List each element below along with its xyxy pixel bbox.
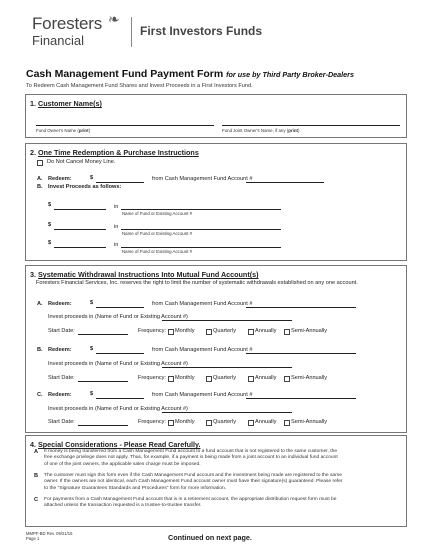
- section4-title: Special Considerations - Please Read Carefully.: [38, 440, 201, 449]
- logo-divider: [131, 17, 132, 47]
- s4-b-text: The customer must sign this form even if the Cash Management Fund account and the investment being made are registered to the same owner. If the owners are not identical, each Cash Management Fund account owner must have their signature(s) guaranteed. Please refer to the "Signature Guarantees Standards and Procedures" form for more information.: [44, 473, 343, 491]
- owner-name-label: Fund Owner's Name (print): [36, 128, 91, 133]
- s3-b-amount-field[interactable]: [96, 353, 144, 354]
- s2-redeem-label: Redeem:: [48, 176, 72, 182]
- section3-title: Systematic Withdrawal Instructions Into Mutual Fund Account(s): [38, 270, 259, 279]
- s3-a-invest-field[interactable]: [162, 320, 292, 321]
- s3-b-start-label: Start Date:: [48, 375, 75, 381]
- s3-b-monthly-checkbox[interactable]: [168, 376, 174, 382]
- s2-in-2: in: [114, 224, 119, 230]
- s2-invest-label: Invest Proceeds as follows:: [48, 184, 122, 190]
- s3-b-start-field[interactable]: [78, 381, 128, 382]
- s3-c-cmf-account-field[interactable]: [246, 398, 356, 399]
- section2-number: 2.: [30, 148, 36, 157]
- s3-c-monthly-checkbox[interactable]: [168, 420, 174, 426]
- joint-owner-name-field[interactable]: [222, 125, 400, 126]
- s3-b-from-label: from Cash Management Fund Account #: [152, 347, 253, 353]
- footer-form-code: [26, 531, 72, 541]
- s3-c-semi-label: Semi-Annually: [291, 419, 328, 425]
- s3-b-letter: B.: [37, 347, 43, 353]
- s3-a-quarterly-label: Quarterly: [213, 328, 237, 334]
- section-customer-names: [25, 94, 407, 138]
- section2-title: One Time Redemption & Purchase Instructions: [38, 148, 199, 157]
- footer-page-number: Page 1: [26, 536, 40, 541]
- s3-a-frequency-label: Frequency:: [138, 328, 166, 334]
- section-systematic-withdrawal: [25, 265, 407, 433]
- s3-a-letter: A.: [37, 301, 43, 307]
- s3-b-redeem-label: Redeem:: [48, 347, 72, 353]
- no-cancel-checkbox[interactable]: [37, 160, 43, 166]
- s2-redeem-amount-field[interactable]: [96, 182, 144, 183]
- s3-c-semi-checkbox[interactable]: [284, 420, 290, 426]
- no-cancel-label: Do Not Cancel Money Line.: [47, 159, 116, 165]
- s2-fund-caption-3: Name of Fund or Existing Account #: [122, 249, 193, 254]
- section2-heading: [30, 148, 406, 157]
- s3-b-invest-label: Invest proceeds in (Name of Fund or Existing Account #): [48, 361, 188, 367]
- s2-invest-amount-3[interactable]: [54, 247, 106, 248]
- s3-a-redeem-label: Redeem:: [48, 301, 72, 307]
- s3-c-from-label: from Cash Management Fund Account #: [152, 392, 253, 398]
- s3-b-frequency-label: Frequency:: [138, 375, 166, 381]
- s3-c-start-label: Start Date:: [48, 419, 75, 425]
- s3-b-invest-field[interactable]: [162, 367, 292, 368]
- s3-b-quarterly-label: Quarterly: [213, 375, 237, 381]
- section4-number: 4.: [30, 440, 36, 449]
- s3-c-quarterly-label: Quarterly: [213, 419, 237, 425]
- s4-c-text: For payments from a Cash Management Fund account that is in a retirement account, the appropriate distribution request form must be attached unless the transaction requested is a trustee-to-trustee transfer.: [44, 497, 337, 509]
- s2-dollar-2: $: [48, 222, 52, 228]
- s3-intro: Foresters Financial Services, Inc. reserves the right to limit the number of systematic withdrawals established on any one account.: [36, 280, 358, 286]
- s3-c-amount-field[interactable]: [96, 398, 144, 399]
- s2-fund-caption-2: Name of Fund or Existing Account #: [122, 231, 193, 236]
- s3-c-letter: C.: [37, 392, 43, 398]
- form-title-main: Cash Management Fund Payment Form: [26, 68, 224, 80]
- logo-financial: Financial: [32, 33, 85, 48]
- s2-in-3: in: [114, 242, 119, 248]
- s3-a-annually-label: Annually: [255, 328, 277, 334]
- section-one-time-redemption: [25, 143, 407, 261]
- section1-number: 1.: [30, 99, 36, 108]
- logo-foresters: Foresters: [32, 14, 102, 33]
- s3-a-amount-field[interactable]: [96, 307, 144, 308]
- s3-b-cmf-account-field[interactable]: [246, 353, 356, 354]
- s2-from-cmf-label: from Cash Management Fund Account #: [152, 176, 253, 182]
- s2-dollar-1: $: [48, 202, 52, 208]
- s3-b-monthly-label: Monthly: [175, 375, 195, 381]
- s3-c-annually-label: Annually: [255, 419, 277, 425]
- s2-cmf-account-field[interactable]: [246, 182, 324, 183]
- brand-first-investors: First Investors Funds: [140, 24, 263, 38]
- form-title: [26, 68, 354, 80]
- s3-b-semi-checkbox[interactable]: [284, 376, 290, 382]
- s2-dollar: $: [90, 175, 94, 181]
- s3-b-dollar: $: [90, 346, 94, 352]
- s3-a-start-field[interactable]: [78, 334, 128, 335]
- s2-fund-name-2[interactable]: [121, 229, 281, 230]
- s3-a-semi-checkbox[interactable]: [284, 329, 290, 335]
- section-special-considerations: [25, 435, 407, 527]
- continued-notice: Continued on next page.: [168, 533, 252, 542]
- form-title-suffix: for use by Third Party Broker-Dealers: [226, 70, 354, 79]
- joint-owner-name-label: Fund Joint Owner's Name, if any (print): [222, 128, 300, 133]
- section1-heading: [30, 99, 406, 108]
- logo-leaf-icon: ❧: [108, 11, 120, 27]
- form-subtitle: To Redeem Cash Management Fund Shares and Invest Proceeds in a First Investors Fund.: [26, 83, 253, 89]
- s3-c-invest-label: Invest proceeds in (Name of Fund or Existing Account #): [48, 406, 188, 412]
- s3-c-start-field[interactable]: [78, 425, 128, 426]
- s3-c-dollar: $: [90, 391, 94, 397]
- s4-a-letter: A: [34, 449, 39, 455]
- s3-a-annually-checkbox[interactable]: [248, 329, 254, 335]
- s2-a-letter: A.: [37, 176, 43, 182]
- s3-c-redeem-label: Redeem:: [48, 392, 72, 398]
- s2-invest-amount-1[interactable]: [54, 209, 106, 210]
- s3-a-semi-label: Semi-Annually: [291, 328, 328, 334]
- s3-a-invest-label: Invest proceeds in (Name of Fund or Existing Account #): [48, 314, 188, 320]
- s3-a-start-label: Start Date:: [48, 328, 75, 334]
- s3-a-dollar: $: [90, 300, 94, 306]
- s2-b-letter: B.: [37, 184, 43, 190]
- s2-fund-name-3[interactable]: [121, 247, 281, 248]
- section1-title: Customer Name(s): [38, 99, 102, 108]
- section4-heading: [30, 440, 406, 449]
- s3-c-invest-field[interactable]: [162, 412, 292, 413]
- s3-a-monthly-checkbox[interactable]: [168, 329, 174, 335]
- s3-c-quarterly-checkbox[interactable]: [206, 420, 212, 426]
- s4-c-letter: C: [34, 497, 39, 503]
- s2-in-1: in: [114, 204, 119, 210]
- s3-b-annually-label: Annually: [255, 375, 277, 381]
- s3-c-frequency-label: Frequency:: [138, 419, 166, 425]
- s3-c-annually-checkbox[interactable]: [248, 420, 254, 426]
- s2-invest-amount-2[interactable]: [54, 229, 106, 230]
- s3-a-monthly-label: Monthly: [175, 328, 195, 334]
- section3-heading: [30, 270, 406, 279]
- s3-b-quarterly-checkbox[interactable]: [206, 376, 212, 382]
- s4-b-letter: B: [34, 473, 39, 479]
- s3-b-semi-label: Semi-Annually: [291, 375, 328, 381]
- s3-c-monthly-label: Monthly: [175, 419, 195, 425]
- section3-number: 3.: [30, 270, 36, 279]
- s4-a-text: If money is being transferred from a Cash Management Fund account to a fund account that is not registered to the same customer, the free exchange privilege does not apply. Thus, for example, if a payment is being made from a joint account to an individual fund account of one of the joint owners, the applicable sales charge must be imposed.: [44, 449, 338, 467]
- s3-a-cmf-account-field[interactable]: [246, 307, 356, 308]
- s3-b-annually-checkbox[interactable]: [248, 376, 254, 382]
- s3-a-from-label: from Cash Management Fund Account #: [152, 301, 253, 307]
- owner-name-field[interactable]: [36, 125, 214, 126]
- s3-a-quarterly-checkbox[interactable]: [206, 329, 212, 335]
- s2-fund-name-1[interactable]: [121, 209, 281, 210]
- s2-dollar-3: $: [48, 240, 52, 246]
- s2-fund-caption-1: Name of Fund or Existing Account #: [122, 211, 193, 216]
- footer-revision: MMPF-BD Rev. 09/21/15: [26, 531, 73, 536]
